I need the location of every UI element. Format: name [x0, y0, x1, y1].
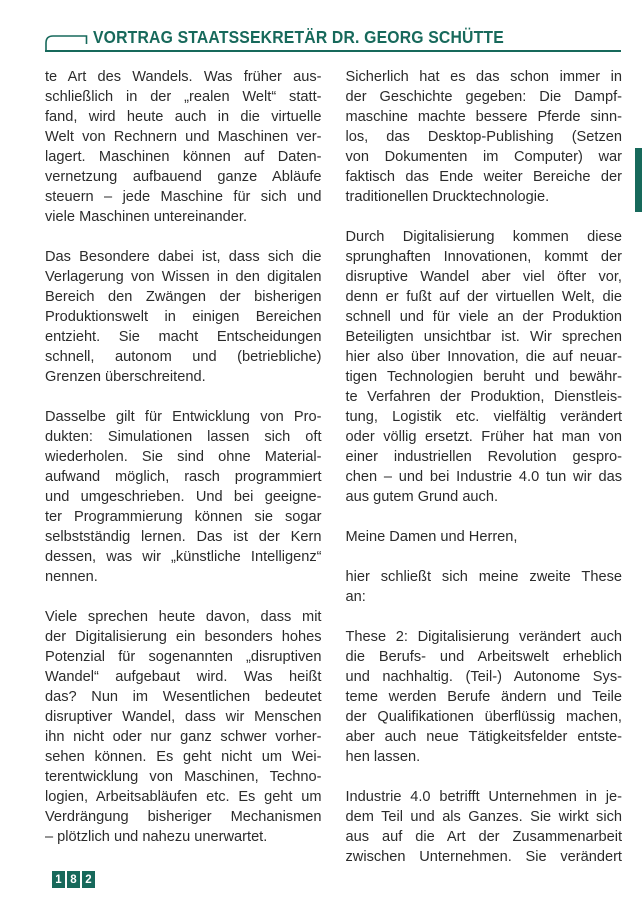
text-line: Grenzen überschreitend.	[45, 369, 206, 385]
page-title: VORTRAG STAATSSEKRETÄR DR. GEORG SCHÜTTE	[93, 27, 504, 47]
text-line: entzieht. Sie macht Entscheidungen	[45, 329, 322, 345]
text-line: von Dokumenten im Computer) war	[345, 149, 622, 165]
text-line: aber auch neue Tätigkeitsfelder entste-	[345, 729, 622, 745]
text-line: schnell, autonom und (betriebliche)	[45, 349, 322, 365]
text-line: dessen, was wir „künstliche Intelligenz“	[45, 549, 322, 565]
page-number	[52, 871, 95, 888]
text-line: steuern – jede Maschine für sich und	[45, 189, 322, 205]
two-column-body	[0, 52, 642, 867]
page-number-box: 8	[67, 871, 80, 888]
right-column	[346, 67, 623, 867]
section-thumb-mark	[635, 148, 642, 212]
text-line: die Berufs- und Arbeitswelt erheblich	[345, 649, 622, 665]
text-line: zwischen Unternehmen. Sie verändert	[345, 849, 622, 865]
text-line: traditionellen Drucktechnologie.	[345, 189, 550, 205]
text-line: Potenzial für sogenannten „disruptiven	[45, 649, 322, 665]
text-line: fand, wird heute auch in die virtuelle	[45, 109, 322, 125]
text-line: hen lassen.	[345, 749, 421, 765]
text-line: dem Teil und als Ganzes. Sie wirkt sich	[345, 809, 622, 825]
text-line: viele Maschinen untereinander.	[45, 209, 248, 225]
text-line: These 2: Digitalisierung verändert auch	[345, 629, 622, 645]
text-line: aus auf die Art der Zusammenarbeit	[345, 829, 622, 845]
text-line: Dasselbe gilt für Entwicklung von Pro-	[45, 409, 322, 425]
text-line: und nachhaltig. (Teil-) Autonome Sys-	[345, 669, 622, 685]
text-line: disruptiver Wandel, dass wir Menschen	[45, 709, 322, 725]
text-line: Verlagerung von Wissen in den digitalen	[45, 269, 322, 285]
text-line: aufwand möglich, rasch programmiert	[45, 469, 322, 485]
text-line: der Qualifikationen überflüssig machen,	[345, 709, 622, 725]
text-line: Produktionswelt in einigen Bereichen	[45, 309, 322, 325]
paragraph	[45, 607, 322, 847]
paragraph	[346, 67, 623, 207]
text-line: oder völlig ersetzt. Früher hat man von	[345, 429, 622, 445]
text-line: der Digitalisierung ein besonders hohes	[45, 629, 322, 645]
text-line: schließlich in der „realen Welt“ statt-	[45, 89, 322, 105]
left-column	[45, 67, 322, 867]
text-line: Verdrängung bisheriger Mechanismen	[45, 809, 322, 825]
page-number-box: 1	[52, 871, 65, 888]
text-line: tung, Logistik etc. vielfältig verändert	[345, 409, 622, 425]
text-line: los, das Desktop-Publishing (Setzen	[345, 129, 622, 145]
paragraph	[346, 527, 623, 547]
text-line: sprunghaften Innovationen, kommt der	[345, 249, 622, 265]
paragraph	[346, 227, 623, 507]
text-line: chen – und bei Industrie 4.0 tun wir das	[345, 469, 622, 485]
text-line: ter Programmierung können sie sogar	[45, 509, 322, 525]
text-line: disruptive Wandel aber viel öfter vor,	[345, 269, 622, 285]
text-line: – plötzlich und nahezu unerwartet.	[45, 829, 268, 845]
text-line: denn er fußt auf der virtuellen Welt, die	[345, 289, 622, 305]
text-line: hier schließt sich meine zweite These	[345, 569, 622, 585]
text-line: und umgeschrieben. Und bei geeigne-	[45, 489, 322, 505]
text-line: Das Besondere dabei ist, dass sich die	[45, 249, 322, 265]
text-line: aus gutem Grund auch.	[345, 489, 499, 505]
text-line: te Art des Wandels. Was früher aus-	[45, 69, 322, 85]
paragraph	[45, 407, 322, 587]
text-line: selbstständig lernen. Das ist der Kern	[45, 529, 322, 545]
corner-tab-icon	[45, 33, 88, 50]
text-line: der Geschichte gegeben: Die Dampf-	[345, 89, 622, 105]
text-line: schnell und für viele an der Produktion	[345, 309, 622, 325]
text-line: sehen können. Es geht nicht um Wei-	[45, 749, 322, 765]
page-number-box: 2	[82, 871, 95, 888]
text-line: wiederholen. Sie sind ohne Material-	[45, 449, 322, 465]
text-line: tigen Technologien beruht und bewähr-	[345, 369, 622, 385]
text-line: maschine machte bessere Pferde sinn-	[345, 109, 622, 125]
text-line: faktisch das Ende weiter Bereiche der	[345, 169, 622, 185]
paragraph	[346, 567, 623, 607]
text-line: Industrie 4.0 betrifft Unternehmen in je-	[345, 789, 622, 805]
paragraph	[45, 67, 322, 227]
paragraph	[45, 247, 322, 387]
text-line: terentwicklung von Maschinen, Techno-	[45, 769, 322, 785]
text-line: an:	[345, 589, 366, 605]
paragraph	[346, 787, 623, 867]
text-line: lagert. Maschinen können auf Daten-	[45, 149, 322, 165]
page-header	[45, 27, 621, 52]
text-line: Bereich den Zwängen der bisherigen	[45, 289, 322, 305]
text-line: Durch Digitalisierung kommen diese	[345, 229, 622, 245]
text-line: hier also über Innovation, die auf neuar-	[345, 349, 622, 365]
text-line: ihn nicht oder nur ganz schwer vorher-	[45, 729, 322, 745]
text-line: Meine Damen und Herren,	[345, 529, 518, 545]
text-line: dukten: Simulationen lassen sich oft	[45, 429, 322, 445]
text-line: vernetzung aufbauend ganze Abläufe	[45, 169, 322, 185]
text-line: Beteiligten unsichtbar ist. Wir sprechen	[345, 329, 622, 345]
text-line: te Verfahren der Produktion, Dienstleis-	[345, 389, 622, 405]
text-line: Welt von Rechnern und Maschinen ver-	[45, 129, 322, 145]
text-line: Wandel“ aufgebaut wird. Was heißt	[45, 669, 322, 685]
text-line: Viele sprechen heute davon, dass mit	[45, 609, 322, 625]
text-line: teme werden Berufe ändern und Teile	[345, 689, 622, 705]
text-line: das? Nun im Wesentlichen bedeutet	[45, 689, 322, 705]
text-line: logien, Arbeitsabläufen etc. Es geht um	[45, 789, 322, 805]
text-line: einer industriellen Revolution gespro-	[345, 449, 622, 465]
paragraph	[346, 627, 623, 767]
text-line: Sicherlich hat es das schon immer in	[345, 69, 622, 85]
text-line: nennen.	[45, 569, 98, 585]
